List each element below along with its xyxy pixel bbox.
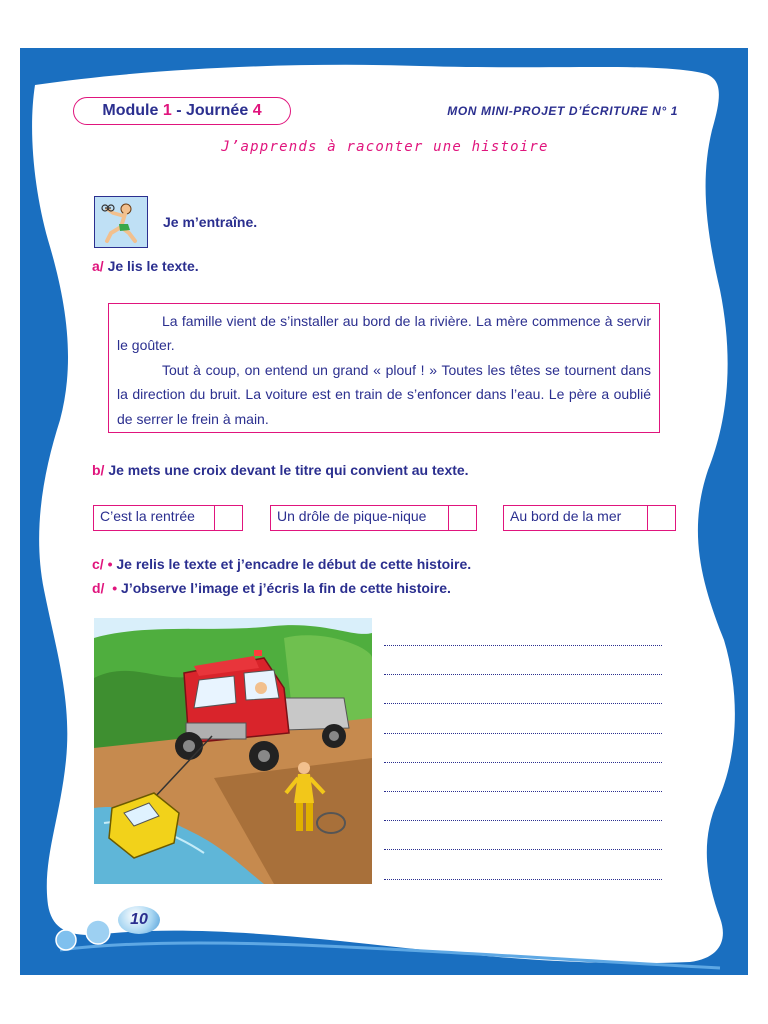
step-a-letter: a/ (92, 258, 104, 274)
day-word: Journée (185, 102, 249, 119)
step-c-bullet: • (107, 556, 113, 572)
page-number: 10 (118, 906, 160, 934)
step-c-letter: c/ (92, 556, 104, 572)
tow-truck-illustration (94, 618, 372, 884)
module-word: Module (102, 102, 159, 119)
athlete-icon (94, 196, 148, 248)
bubble-decoration (56, 930, 76, 950)
intro-text: Je m’entraîne. (163, 214, 258, 230)
bubble-decoration (86, 920, 110, 944)
answer-line[interactable] (384, 762, 662, 763)
module-number: 1 (162, 102, 172, 119)
step-a (92, 258, 199, 274)
step-c (92, 556, 471, 572)
answer-line[interactable] (384, 791, 662, 792)
step-d-bullet: • (112, 580, 118, 596)
story-text-box (108, 303, 660, 433)
step-d-text: J’observe l’image et j’écris la fin de cette histoire. (121, 580, 451, 596)
step-b-letter: b/ (92, 462, 105, 478)
project-title: MON MINI-PROJET D’ÉCRITURE N° 1 (447, 104, 678, 118)
title-choice-label: C’est la rentrée (100, 508, 195, 524)
answer-line[interactable] (384, 703, 662, 704)
story-paragraph: Tout à coup, on entend un grand « plouf ! » Toutes les têtes se tournent dans la direction du bruit. La voiture est en train de s’enfoncer dans l’eau. Le père a oublié de serrer le frein à main. (117, 361, 651, 427)
story-paragraph: La famille vient de s’installer au bord de la rivière. La mère commence à servir le goûter. (117, 313, 651, 354)
step-c-text: Je relis le texte et j’encadre le début de cette histoire. (116, 556, 472, 572)
title-checkbox[interactable] (448, 506, 476, 530)
answer-line[interactable] (384, 879, 662, 880)
title-choice-1 (93, 505, 243, 531)
answer-line[interactable] (384, 645, 662, 646)
answer-line[interactable] (384, 733, 662, 734)
title-checkbox[interactable] (214, 506, 242, 530)
module-separator: - (176, 102, 182, 119)
title-checkbox[interactable] (647, 506, 675, 530)
step-b (92, 462, 469, 478)
answer-line[interactable] (384, 820, 662, 821)
step-a-text: Je lis le texte. (107, 258, 199, 274)
answer-line[interactable] (384, 849, 662, 850)
title-choice-label: Un drôle de pique-nique (277, 508, 427, 524)
day-number: 4 (252, 102, 262, 119)
step-d (92, 580, 451, 596)
step-d-letter: d/ (92, 580, 105, 596)
answer-line[interactable] (384, 674, 662, 675)
title-choice-label: Au bord de la mer (510, 508, 622, 524)
module-badge (73, 97, 291, 125)
title-choice-2 (270, 505, 477, 531)
lesson-subtitle: J’apprends à raconter une histoire (221, 139, 549, 155)
title-choice-3 (503, 505, 676, 531)
step-b-text: Je mets une croix devant le titre qui convient au texte. (108, 462, 469, 478)
